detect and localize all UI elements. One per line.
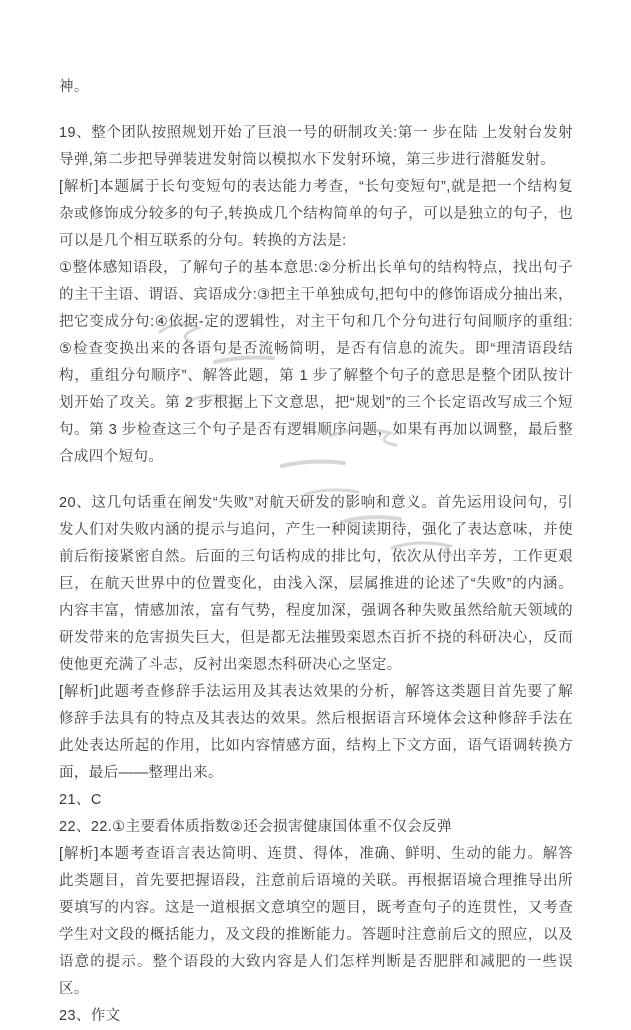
question-21-answer: 21、C [59,792,102,808]
question-20-analysis: [解析]此题考查修辞手法运用及其表达效果的分析，解答这类题目首先要了解修辞手法具有的特点及其表达的效果。然后根据语言环境体会这种修辞手法在此处表达所起的作用，比如内容情感方面，结构上下文方面，语气语调转换方面，最后——整理出来。 [59,684,573,781]
prev-answer-tail: 神。 [59,79,89,95]
answer-sheet-text [59,74,573,1030]
question-23-heading: 23、作文 [59,1008,121,1024]
question-22-analysis: [解析]本题考查语言表达简明、连贯、得体，准确、鲜明、生动的能力。解答此类题目，首先要把握语段，注意前后语境的关联。再根据语境合理推导出所要填写的内容。这是一道根据文意填空的题目，既考查句子的连贯性，又考查学生对文段的概括能力，及文段的推断能力。答题时注意前后文的照应，以及语意的提示。整个语段的大致内容是人们怎样判断是否肥胖和减肥的一些误区。 [59,846,573,997]
question-22-answer: 22、22.①主要看体质指数②还会损害健康国体重不仅会反弹 [59,819,452,835]
question-20-answer: 20、这几句话重在阐发“失败”对航天研发的影响和意义。首先运用设问句，引发人们对失败内涵的提示与追问，产生一种阅读期待，强化了表达意味，并使前后衔接紧密自然。后面的三句话构成的排比句，依次从付出辛芳，工作更艰巨，在航天世界中的位置变化，由浅入深，层属推进的论述了“失败”的内涵。内容丰富，情感加浓，富有气势，程度加深，强调各种失败虽然给航天领域的研发带来的危害损失巨大，但是都无法摧毁栾恩杰百折不挠的科研决心，反而使他更充满了斗志，反衬出栾恩杰科研决心之坚定。 [59,495,573,673]
question-19-statement: 19、整个团队按照规划开始了巨浪一号的研制攻关:第一 步在陆 上发射台发射导弹,第二步把导弹装进发射筒以模拟水下发射环境，第三步进行潜艇发射。 [59,125,573,168]
question-19-analysis-intro: [解析]本题属于长句变短句的表达能力考查，“长句变短句”,就是把一个结构复杂或修饰成分较多的句子,转换成几个结构简单的句子，可以是独立的句子，也可以是几个相互联系的分句。转换的方法是: [59,179,573,249]
question-19-analysis-steps: ①整体感知语段，了解句子的基本意思:②分析出长单句的结构特点，找出句子的主干主语、谓语、宾语成分:③把主干单独成句,把句中的修饰语成分抽出来，把它变成分句:④依据-定的逻辑性，对主干句和几个分句进行句间顺序的重组:⑤检查变换出来的各语句是否流畅简明，是否有信息的流失。即“理清语段结构，重组分句顺序”、解答此题，第 1 步了解整个句子的意思是整个团队按计划开始了攻关。第 2 步根据上下文意思，把“规划”的三个长定语改写成三个短句。第 3 步检查这三个句子是否有逻辑顺序问题，如果有再加以调整，最后整合成四个短句。 [59,260,573,465]
